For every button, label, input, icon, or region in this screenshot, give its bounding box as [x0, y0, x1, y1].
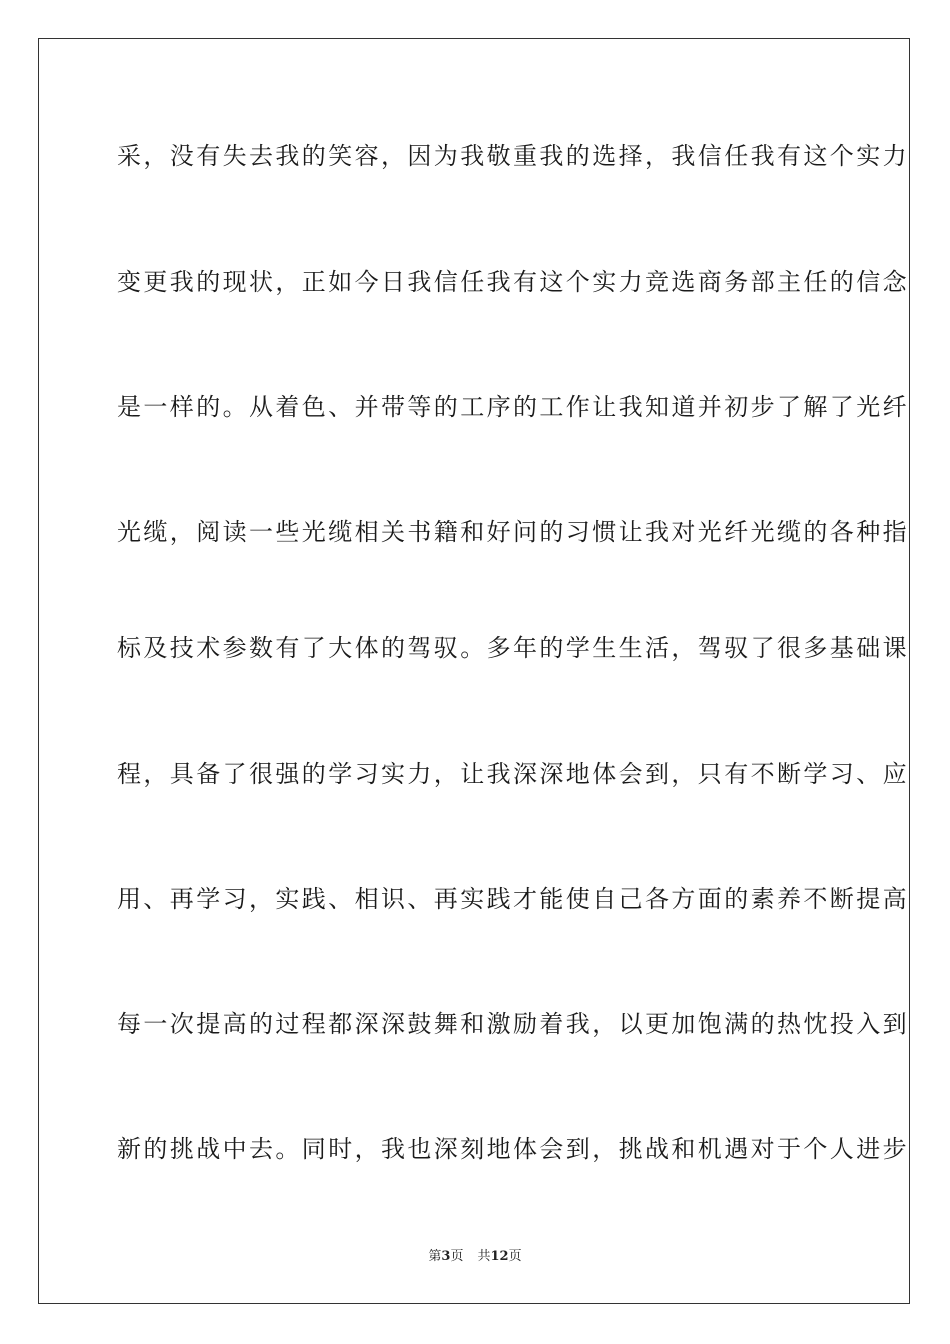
body-line-2: 变更我的现状，正如今日我信任我有这个实力竞选商务部主任的信念 [117, 268, 909, 296]
page-footer [0, 1248, 950, 1266]
total-prefix: 共 [477, 1249, 491, 1264]
page-border [38, 38, 910, 1304]
body-line-5: 标及技术参数有了大体的驾驭。多年的学生生活，驾驭了很多基础课 [117, 634, 909, 662]
total-suffix: 页 [508, 1249, 522, 1264]
total-pages: 12 [490, 1249, 509, 1264]
body-line-9: 新的挑战中去。同时，我也深刻地体会到，挑战和机遇对于个人进步 [117, 1135, 909, 1163]
body-line-8: 每一次提高的过程都深深鼓舞和激励着我，以更加饱满的热忱投入到 [117, 1010, 909, 1038]
body-line-6: 程，具备了很强的学习实力，让我深深地体会到，只有不断学习、应 [117, 760, 909, 788]
body-line-7: 用、再学习，实践、相识、再实践才能使自己各方面的素养不断提高 [117, 885, 909, 913]
body-line-4: 光缆，阅读一些光缆相关书籍和好问的习惯让我对光纤光缆的各种指 [117, 518, 909, 546]
page-number: 3 [441, 1249, 451, 1264]
page-prefix: 第 [428, 1249, 442, 1264]
body-line-1: 采，没有失去我的笑容，因为我敬重我的选择，我信任我有这个实力 [117, 142, 909, 170]
page-suffix: 页 [450, 1249, 464, 1264]
body-line-3: 是一样的。从着色、并带等的工序的工作让我知道并初步了解了光纤 [117, 393, 909, 421]
